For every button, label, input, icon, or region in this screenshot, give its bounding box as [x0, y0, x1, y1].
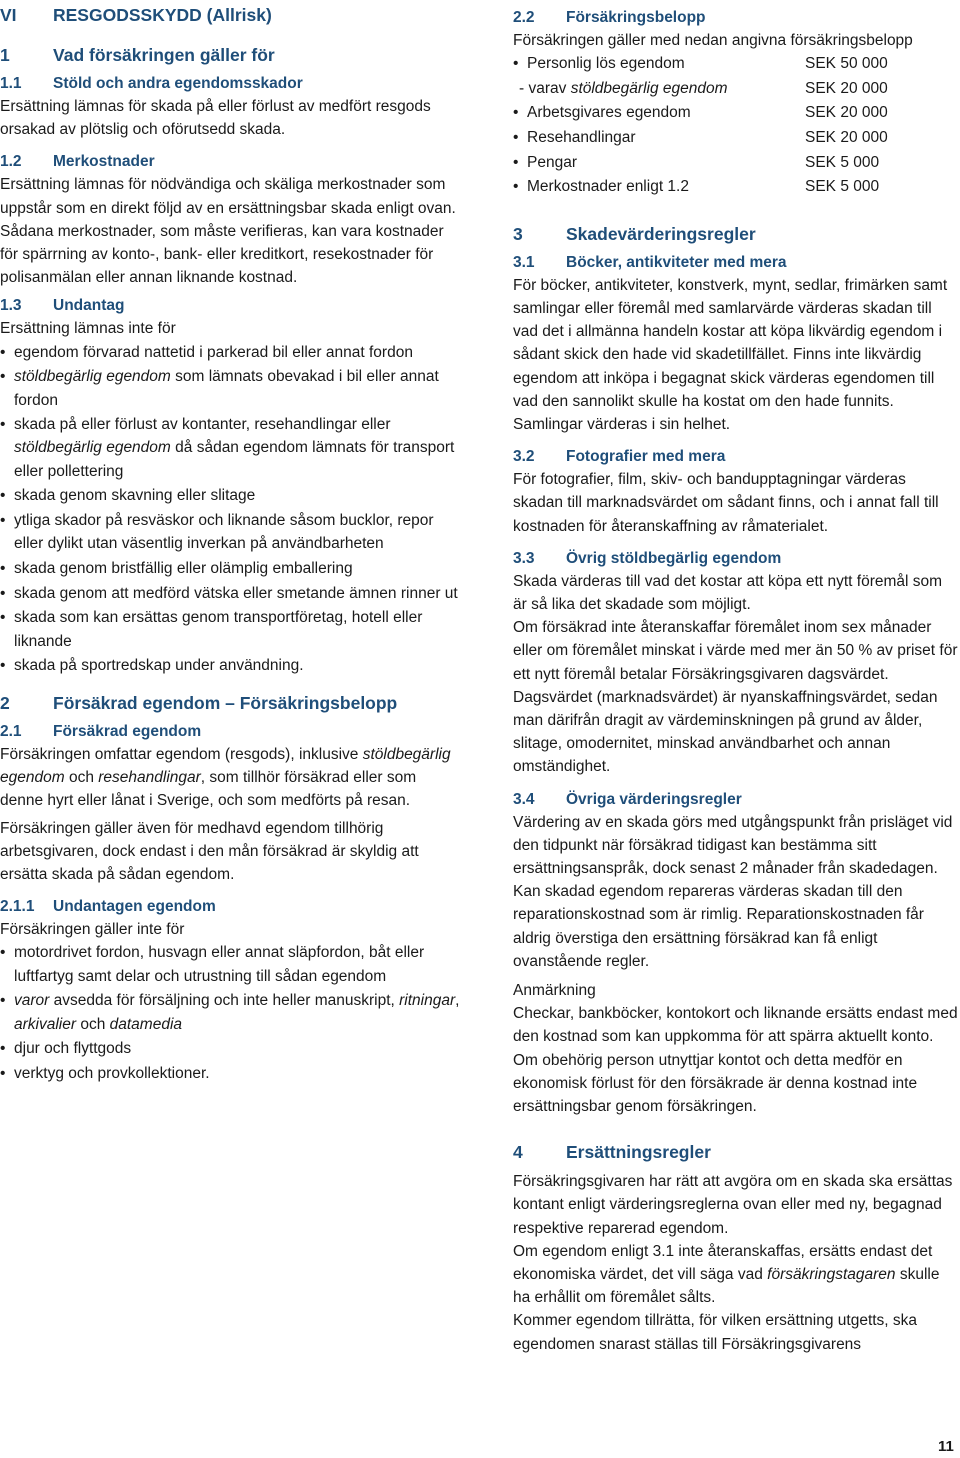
- amount-row: - varav stöldbegärlig egendom SEK 20 000: [519, 79, 888, 97]
- right-column: [513, 0, 960, 1356]
- paragraph-3-2: För fotografier, film, skiv- och bandupptagningar värderas skadan till marknadsvärdet om sådant finns, och i annat fall till kostnaden för återanskaffning av råmaterialet.: [513, 471, 939, 535]
- list-item: • verktyg och provkollektioner.: [0, 1062, 462, 1085]
- heading-1-2: 1.2 Merkostnader: [0, 153, 155, 171]
- paragraph-2-1-a: Försäkringen omfattar egendom (resgods), inklusive stöldbegärlig egendom och resehandlingar, som tillhör försäkrad eller som denne hyrt eller lånat i Sverige, och som medförts på resan.: [0, 745, 451, 810]
- paragraph-1-1: Ersättning lämnas för skada på eller förlust av medfört resgods orsakad av plötslig och oförutsedd skada.: [0, 98, 431, 139]
- list-item: • skada genom bristfällig eller olämplig emballering: [0, 557, 462, 580]
- list-item: • skada genom skavning eller slitage: [0, 484, 462, 507]
- paragraph-2-1-1-intro: Försäkringen gäller inte för: [0, 921, 185, 939]
- paragraph-1-2: Ersättning lämnas för nödvändiga och skäliga merkostnader som uppstår som en direkt följd av en ersättningsbar skada enligt ovan. Sådana merkostnader, som måste verifieras, kan vara kostnader för spärrning av konto-, bank- eller kreditkort, resekostnader för polisanmälan eller annan liknande kostnad.: [0, 176, 456, 287]
- list-item: • ytliga skador på resväskor och liknande såsom bucklor, repor eller dylikt utan väsentlig inverkan på användbarheten: [0, 509, 462, 555]
- amount-row: • Resehandlingar SEK 20 000: [513, 126, 960, 151]
- heading-2-1: 2.1 Försäkrad egendom: [0, 722, 202, 740]
- list-item: • varor avsedda för försäljning och inte heller manuskript, ritningar, arkivalier och datamedia: [0, 989, 462, 1035]
- heading-1-1: 1.1 Stöld och andra egendomsskador: [0, 75, 303, 92]
- list-item: • egendom förvarad nattetid i parkerad bil eller annat fordon: [0, 341, 462, 364]
- heading-3-2: 3.2 Fotografier med mera: [513, 448, 726, 466]
- paragraph-3-3-a: Skada värderas till vad det kostar att köpa ett nytt föremål som är så lika det skadade som möjligt.: [513, 572, 943, 613]
- paragraph-4-b: Om egendom enligt 3.1 inte återanskaffas, ersätts endast det ekonomiska värdet, det vill säga vad försäkringstagaren skulle ha erhållit om föremålet sålts.: [513, 1242, 940, 1307]
- paragraph-1-3-intro: Ersättning lämnas inte för: [0, 320, 176, 338]
- excluded-property-list: [0, 941, 462, 1085]
- amount-row: • Personlig lös egendom SEK 50 000: [513, 52, 960, 77]
- paragraph-3-4-b: Kan skadad egendom repareras värderas skadan till den reparationskostnad som är rimlig. Reparationskostnaden får aldrig överstiga den ersättning försäkrad kan få enligt ovanstående regler.: [513, 883, 924, 970]
- list-item: • skada som kan ersättas genom transportföretag, hotell eller liknande: [0, 606, 462, 652]
- paragraph-4-c: Kommer egendom tillrätta, för vilken ersättning utgetts, ska egendomen snarast ställas till Försäkringsgivarens: [513, 1312, 918, 1353]
- heading-3-3: 3.3 Övrig stöldbegärlig egendom: [513, 549, 782, 567]
- amount-row: • Arbetsgivares egendom SEK 20 000: [513, 101, 960, 126]
- paragraph-4-a: Försäkringsgivaren har rätt att avgöra om en skada ska ersättas kontant enligt värderingsreglerna ovan eller med ny, begagnad respektive reparerad egendom.: [513, 1173, 953, 1237]
- list-item: • skada på sportredskap under användning.: [0, 654, 462, 677]
- amount-row: • Merkostnader enligt 1.2 SEK 5 000: [513, 175, 960, 200]
- heading-3-1: 3.1 Böcker, antikviteter med mera: [513, 253, 787, 271]
- heading-section-vi: VI RESGODSSKYDD (Allrisk): [0, 5, 272, 25]
- heading-1-3: 1.3 Undantag: [0, 297, 125, 315]
- note-label: Anmärkning: [513, 982, 596, 1000]
- heading-3-4: 3.4 Övriga värderingsregler: [513, 790, 742, 808]
- heading-2-2: 2.2 Försäkringsbelopp: [513, 9, 706, 26]
- list-item: • skada på eller förlust av kontanter, resehandlingar eller stöldbegärlig egendom då sådan egendom lämnats för transport eller pollettering: [0, 413, 462, 483]
- amount-row: • Pengar SEK 5 000: [513, 151, 960, 176]
- heading-3: 3 Skadevärderingsregler: [513, 223, 756, 244]
- list-item: • djur och flyttgods: [0, 1037, 462, 1060]
- paragraph-3-4-a: Värdering av en skada görs med utgångspunkt från prisläget vid den tidpunkt när försäkrad tidigast kan bestämma sitt ersättningsanspråk, dock senast 2 månader från skadedagen.: [513, 813, 953, 878]
- list-item: • motordrivet fordon, husvagn eller annat släpfordon, båt eller luftfartyg samt delar och utrustning till sådan egendom: [0, 941, 462, 987]
- heading-1: 1 Vad försäkringen gäller för: [0, 45, 275, 65]
- left-column: [0, 0, 462, 1087]
- paragraph-2-1-b: Försäkringen gäller även för medhavd egendom tillhörig arbetsgivaren, dock endast i den mån försäkrad är skyldig att ersätta skada på sådan egendom.: [0, 819, 419, 883]
- heading-2-1-1: 2.1.1 Undantagen egendom: [0, 898, 216, 916]
- exclusions-list: [0, 341, 462, 678]
- list-item: • stöldbegärlig egendom som lämnats obevakad i bil eller annat fordon: [0, 365, 462, 411]
- paragraph-3-3-b: Om försäkrad inte återanskaffar föremålet inom sex månader eller om föremålet minskat i värde med mer än 50 % av priset för ett nytt föremål betalar Försäkringsgivaren dagsvärdet. Dagsvärdet (marknadsvärdet) är nyanskaffningsvärdet, sedan man därifrån dragit av värdeminskningen på grund av ålder, slitage, omodernitet, minskad användbarhet och annan omständighet.: [513, 619, 958, 776]
- amounts-table: [513, 52, 960, 200]
- note-text: Checkar, bankböcker, kontokort och liknande ersätts endast med den kostnad som kan uppkomma för att spärra aktuellt konto. Om obehörig person utnyttjar kontot och detta medför en ekonomisk förlust för den försäkrade är denna kostnad inte ersättningsbar genom försäkringen.: [513, 1005, 958, 1116]
- list-item: • skada genom att medförd vätska eller smetande ämnen rinner ut: [0, 582, 462, 605]
- page-number: 11: [938, 1438, 954, 1455]
- paragraph-2-2-intro: Försäkringen gäller med nedan angivna försäkringsbelopp: [513, 32, 913, 49]
- heading-4: 4 Ersättningsregler: [513, 1142, 711, 1163]
- heading-2: 2 Försäkrad egendom – Försäkringsbelopp: [0, 692, 398, 713]
- paragraph-3-1: För böcker, antikviteter, konstverk, mynt, sedlar, frimärken samt samlingar eller föremål med samlarvärde värderas skadan till vad det i allmänna handeln kostar att köpa likvärdig egendom i sådant skick den hade vid skadetillfället. Finns inte likvärdig egendom att inköpa i begagnat skick värderas egendomen till vad den sannolikt skulle ha kostat om den hade funnits. Samlingar värderas i sin helhet.: [513, 276, 948, 433]
